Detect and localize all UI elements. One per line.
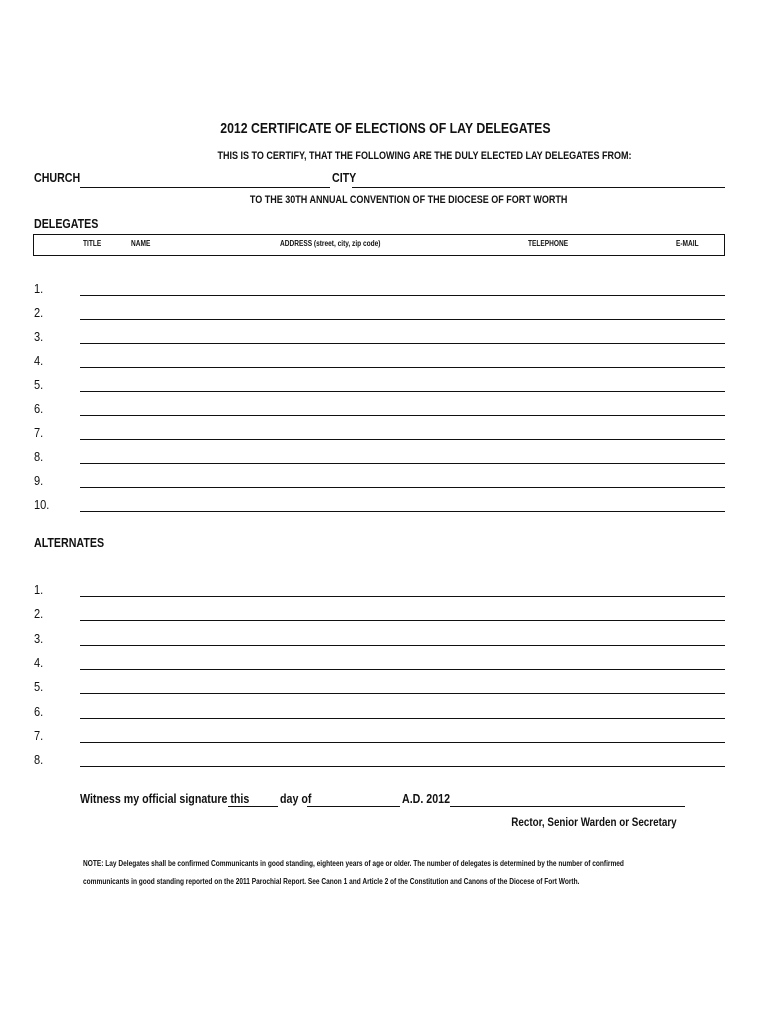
church-label: CHURCH [34,170,81,185]
delegate-number: 2. [34,305,44,320]
alternate-number: 3. [34,630,44,646]
alternate-entry-line[interactable] [80,742,725,743]
alternates-heading: ALTERNATES [34,535,105,550]
alternate-entry-line[interactable] [80,718,725,719]
alternate-entry-line[interactable] [80,620,725,621]
delegate-entry-line[interactable] [80,415,725,416]
alternate-entry-line[interactable] [80,645,725,646]
column-telephone: TELEPHONE [528,239,569,248]
alternate-number: 6. [34,703,44,719]
delegate-number: 10. [34,497,50,512]
delegate-number: 5. [34,377,44,392]
delegate-entry-line[interactable] [80,487,725,488]
delegates-heading: DELEGATES [34,216,99,231]
delegate-entry-line[interactable] [80,367,725,368]
alternate-entry-line[interactable] [80,669,725,670]
alternate-entry-line[interactable] [80,596,725,597]
alternate-number: 4. [34,654,44,670]
note-line-1: NOTE: Lay Delegates shall be confirmed Communicants in good standing, eighteen years of age or older. The number of delegates is determined by the number of confirmed [83,859,624,868]
delegate-entry-line[interactable] [80,511,725,512]
column-email: E-MAIL [676,239,699,248]
month-field[interactable] [307,806,400,807]
signer-label: Rector, Senior Warden or Secretary [511,815,677,829]
delegate-entry-line[interactable] [80,439,725,440]
delegate-entry-line[interactable] [80,391,725,392]
column-address: ADDRESS (street, city, zip code) [280,239,381,248]
alternate-number: 1. [34,582,44,597]
witness-part2: day of [280,791,312,806]
city-label: CITY [332,170,357,185]
alternate-entry-line[interactable] [80,693,725,694]
delegate-number: 4. [34,353,44,368]
alternate-number: 5. [34,679,44,695]
witness-part1: Witness my official signature this [80,791,250,806]
alternate-number: 7. [34,727,44,743]
note-line-2: communicants in good standing reported on the 2011 Parochial Report. See Canon 1 and Article 2 of the Constitution and Canons of the Diocese of Fort Worth. [83,877,580,886]
delegate-number: 9. [34,473,44,488]
delegate-number: 3. [34,329,44,344]
column-name: NAME [131,239,151,248]
day-field[interactable] [228,806,278,807]
alternate-entry-line[interactable] [80,766,725,767]
delegate-entry-line[interactable] [80,295,725,296]
delegate-entry-line[interactable] [80,463,725,464]
delegate-number: 1. [34,281,44,296]
delegate-number: 7. [34,425,44,440]
certification-statement: THIS IS TO CERTIFY, THAT THE FOLLOWING ARE THE DULY ELECTED LAY DELEGATES FROM: [217,150,633,162]
witness-part3: A.D. 2012 [402,791,451,806]
delegate-entry-line[interactable] [80,319,725,320]
city-field[interactable] [352,187,725,188]
delegate-entry-line[interactable] [80,343,725,344]
alternate-number: 2. [34,606,44,622]
delegate-number: 8. [34,449,44,464]
delegate-number: 6. [34,401,44,416]
convention-line: TO THE 30TH ANNUAL CONVENTION OF THE DIOCESE OF FORT WORTH [250,194,568,206]
signature-field[interactable] [450,806,685,807]
form-title: 2012 CERTIFICATE OF ELECTIONS OF LAY DELEGATES [219,120,551,137]
church-field[interactable] [80,187,330,188]
alternate-number: 8. [34,752,44,768]
column-title: TITLE [83,239,102,248]
